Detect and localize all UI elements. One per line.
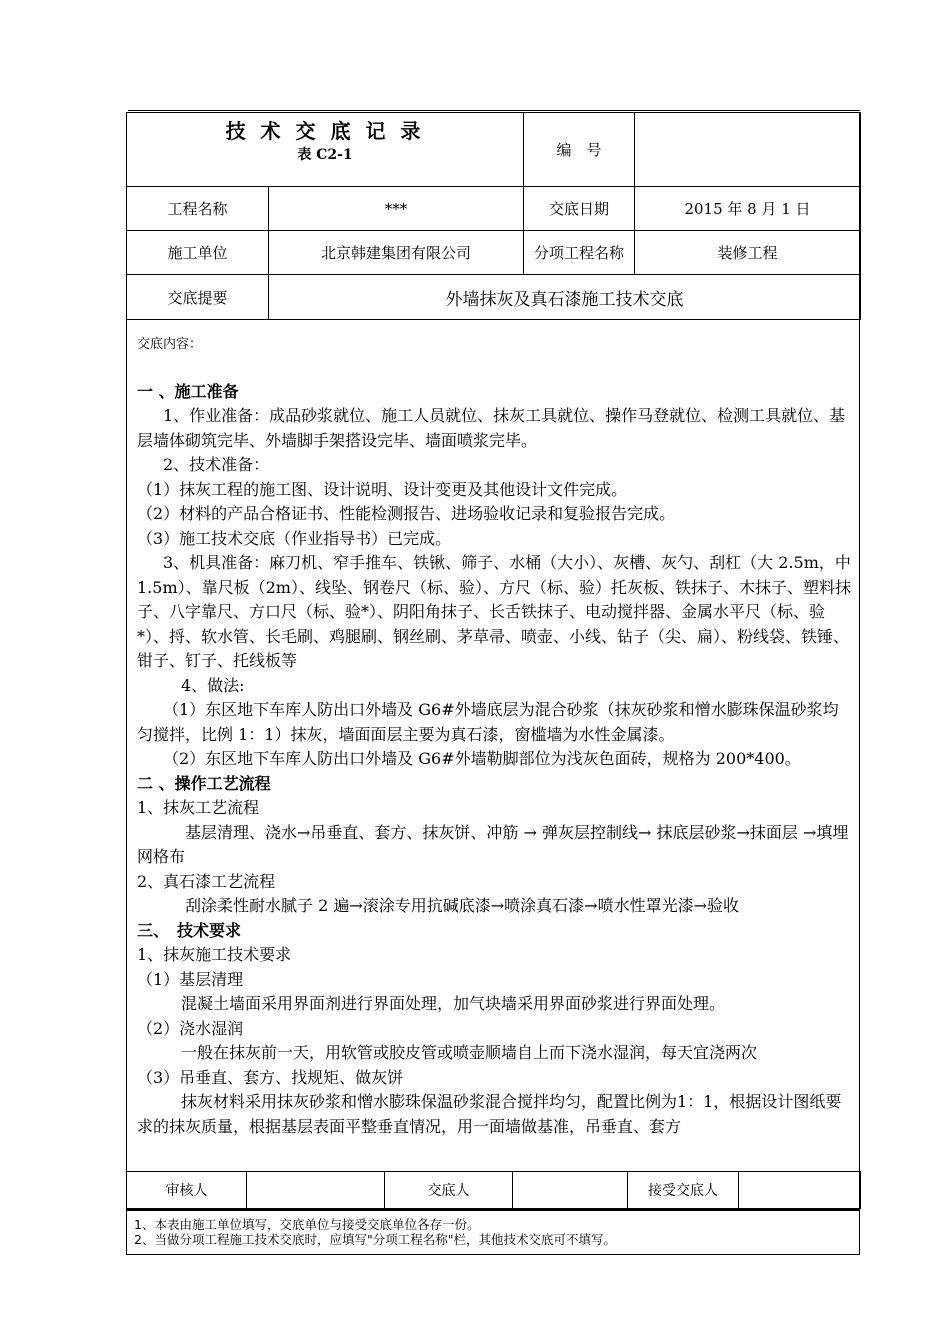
section-2-title: 二 、操作工艺流程 [137, 773, 271, 793]
project-name-label: 工程名称 [127, 187, 269, 231]
form-title: 技 术 交 底 记 录 [225, 119, 425, 143]
paragraph: 1、抹灰施工技术要求 [137, 945, 292, 964]
paragraph: （1）东区地下车库人防出口外墙及 G6#外墙底层为混合砂浆（抹灰砂浆和憎水膨珠保温砂浆均匀搅拌，比例 1：1）抹灰，墙面面层主要为真石漆，窗槛墙为水性金属漆。 [137, 700, 839, 744]
top-border-line [128, 110, 860, 111]
paragraph: 1、抹灰工艺流程 [137, 798, 260, 817]
number-label: 编 号 [524, 113, 635, 187]
summary-label: 交底提要 [127, 275, 269, 320]
paragraph: 2、技术准备： [163, 455, 270, 474]
discloser-label: 交底人 [385, 1172, 513, 1209]
footnote-2: 2、当做分项工程施工技术交底时，应填写"分项工程名称"栏，其他技术交底可不填写。 [134, 1232, 616, 1247]
paragraph: （3）吊垂直、套方、找规矩、做灰饼 [137, 1067, 404, 1087]
form-title-cell [127, 113, 524, 187]
paragraph: （1）基层清理 [137, 969, 244, 989]
number-value[interactable] [635, 113, 861, 187]
disclosure-content [126, 319, 860, 1171]
sub-project-label: 分项工程名称 [524, 231, 635, 275]
content-label: 交底内容： [137, 337, 203, 352]
paragraph: （2）浇水湿润 [137, 1018, 244, 1038]
receiver-value[interactable] [739, 1172, 861, 1209]
paragraph: 4、做法: [181, 675, 245, 695]
disclosure-form [126, 112, 860, 1255]
section-1-title: 一 、施工准备 [137, 381, 239, 401]
footnotes [126, 1209, 860, 1255]
paragraph: 1、作业准备：成品砂浆就位、施工人员就位、抹灰工具就位、操作马登就位、检测工具就位、基层墙体砌筑完毕、外墙脚手架搭设完毕、墙面喷浆完毕。 [137, 406, 846, 450]
signature-table [126, 1171, 861, 1209]
paragraph: （1）抹灰工程的施工图、设计说明、设计变更及其他设计文件完成。 [137, 479, 628, 499]
date-label: 交底日期 [524, 187, 635, 231]
sub-project-value[interactable]: 装修工程 [635, 231, 861, 275]
paragraph: 基层清理、浇水→吊垂直、套方、抹灰饼、冲筋 → 弹灰层控制线→ 抹底层砂浆→抹面层 →填埋网格布 [137, 822, 849, 866]
paragraph: 刮涂柔性耐水腻子 2 遍→滚涂专用抗碱底漆→喷涂真石漆→喷水性罩光漆→验收 [185, 896, 739, 915]
reviewer-label: 审核人 [127, 1172, 247, 1209]
contractor-value[interactable]: 北京韩建集团有限公司 [269, 231, 524, 275]
paragraph: （2）东区地下车库人防出口外墙及 G6#外墙勒脚部位为浅灰色面砖，规格为 200*400。 [163, 749, 801, 768]
paragraph: （2）材料的产品合格证书、性能检测报告、进场验收记录和复验报告完成。 [137, 504, 676, 523]
paragraph: 3、机具准备：麻刀机、窄手推车、铁锹、筛子、水桶（大小）、灰槽、灰勺、刮杠（大 2.5m，中 1.5m）、靠尺板（2m）、线坠、钢卷尺（标、验）、方尺（标、验）托灰板、铁抹子、木抹子、塑料抹子、八字靠尺、方口尺（标、验*）、阴阳角抹子、长舌铁抹子、电动搅拌器、金属水平尺（标、验*）、捋、软水管、长毛刷、鸡腿刷、钢丝刷、茅草帚、喷壶、小线、钻子（尖、扁）、粉线袋、铁锤、钳子、钉子、托线板等 [137, 553, 851, 670]
reviewer-value[interactable] [247, 1172, 385, 1209]
paragraph: 抹灰材料采用抹灰砂浆和憎水膨珠保温砂浆混合搅拌均匀，配置比例为1：1，根据设计图纸要求的抹灰质量，根据基层表面平整垂直情况，用一面墙做基准，吊垂直、套方 [137, 1092, 842, 1136]
contractor-label: 施工单位 [127, 231, 269, 275]
footnote-1: 1、本表由施工单位填写，交底单位与接受交底单位各存一份。 [134, 1217, 480, 1232]
project-name-value[interactable]: *** [269, 187, 524, 231]
receiver-label: 接受交底人 [628, 1172, 739, 1209]
paragraph: 一般在抹灰前一天，用软管或胶皮管或喷壶顺墙自上而下浇水湿润，每天宜浇两次 [181, 1043, 758, 1062]
header-table [126, 112, 861, 320]
form-code: 表 C2-1 [297, 147, 353, 163]
discloser-value[interactable] [513, 1172, 628, 1209]
paragraph: 2、真石漆工艺流程 [137, 871, 276, 891]
paragraph: （3）施工技术交底（作业指导书）已完成。 [137, 528, 452, 548]
paragraph: 混凝土墙面采用界面剂进行界面处理，加气块墙采用界面砂浆进行界面处理。 [181, 994, 726, 1013]
summary-value[interactable]: 外墙抹灰及真石漆施工技术交底 [269, 275, 861, 320]
section-3-title: 三、 技术要求 [137, 920, 242, 940]
date-value[interactable]: 2015 年 8 月 1 日 [635, 187, 861, 231]
